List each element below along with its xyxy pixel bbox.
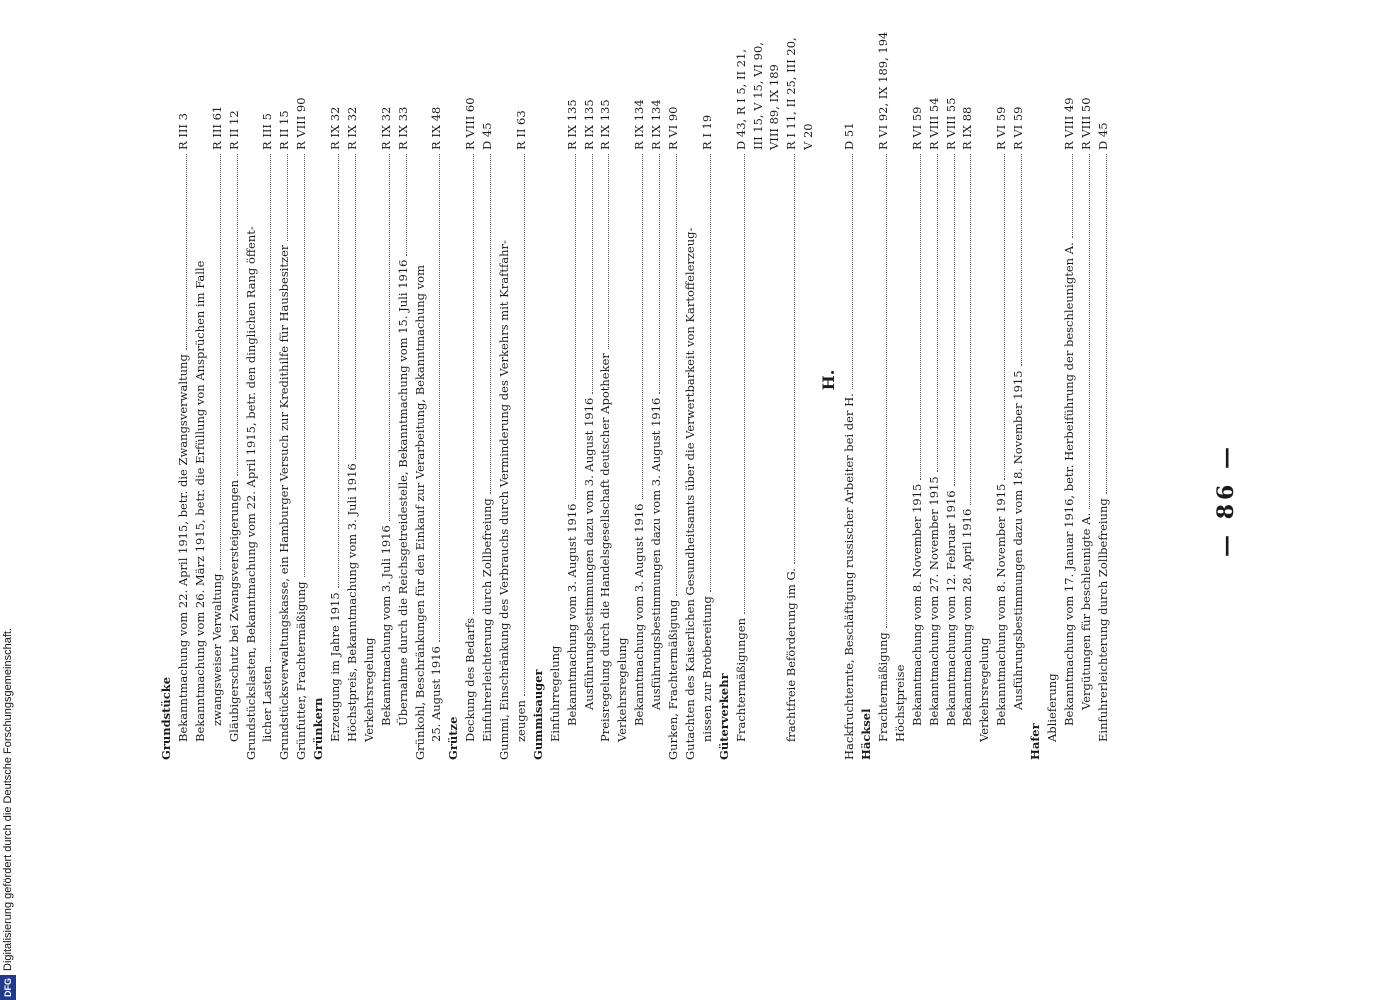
entry-text: Ablieferung: [1044, 673, 1059, 742]
index-entry: [993, 0, 1009, 760]
entry-reference: R III 5: [260, 113, 275, 150]
entry-reference: R I 19: [699, 114, 714, 150]
entry-text: Grundstücksverwaltungskasse, ein Hamburger Versuch zur Kredithilfe für Hausbesitzer: [277, 244, 292, 760]
entry-text: Bekanntmachung vom 27. November 1915: [926, 476, 941, 726]
entry-reference: R IX 32: [344, 106, 359, 150]
leader-dots: [355, 154, 356, 459]
index-entry: [462, 0, 478, 760]
leader-dots: [794, 154, 795, 564]
entry-text: Gummisauger: [530, 669, 545, 760]
index-entry: [412, 0, 428, 760]
entry-reference: R II 15: [277, 110, 292, 150]
index-entry: [682, 0, 698, 760]
entry-text: Bekanntmachung vom 26. März 1915, betr. die Erfüllung von Ansprüchen im Falle: [192, 260, 207, 742]
entry-text: Frachtermäßigungen: [733, 618, 748, 742]
entry-text: 25. August 1916: [429, 646, 444, 742]
entry-text: zeugen: [513, 700, 528, 742]
leader-dots: [676, 154, 677, 596]
entry-text: Bekanntmachung vom 8. November 1915: [909, 483, 924, 726]
index-entry: [564, 0, 580, 760]
entry-reference: R IX 32: [378, 106, 393, 150]
entry-text: Bekanntmachung vom 3. August 1916: [564, 503, 579, 726]
leader-dots: [937, 154, 938, 472]
index-entry: [513, 0, 529, 760]
index-entry: [327, 0, 343, 760]
index-entry: [445, 0, 461, 760]
entry-text: Preisregelung durch die Handelsgesellschaft deutscher Apotheker: [598, 353, 613, 742]
index-entry: [175, 0, 191, 760]
leader-dots: [1106, 154, 1107, 494]
dfg-logo: DFG: [0, 975, 16, 1000]
entry-text: Häcksel: [859, 708, 873, 760]
entry-text: Hackfruchternte, Beschäftigung russischer Arbeiter bei der H.: [842, 393, 857, 760]
index-entry: [259, 0, 275, 760]
index-entry: [1095, 0, 1111, 760]
entry-text: frachtfreie Beförderung im G.: [784, 568, 799, 742]
leader-dots: [710, 154, 711, 592]
entry-reference: R VIII 55: [943, 97, 958, 150]
index-entry: [699, 0, 715, 760]
index-entry: [395, 0, 411, 760]
leader-dots: [186, 154, 187, 350]
leader-dots: [642, 154, 643, 500]
entry-reference: R III 3: [175, 113, 190, 150]
index-entry: [1061, 0, 1077, 760]
entry-text: Einfuhrerleichterung durch Zollbefreiung: [1095, 498, 1110, 742]
leader-dots: [1004, 154, 1005, 480]
entry-text: Bekanntmachung vom 12. Februar 1916: [943, 490, 958, 726]
leader-dots: [575, 154, 576, 500]
leader-dots: [1072, 154, 1073, 238]
index-entry: [665, 0, 681, 760]
entry-reference: R VI 90: [666, 106, 680, 150]
index-entry: [310, 0, 326, 760]
index-entry: [631, 0, 647, 760]
entry-text: Frachtermäßigung: [875, 632, 890, 742]
entry-text: zwangsweiser Verwaltung: [209, 573, 224, 726]
entry-reference: R II 12: [226, 110, 241, 150]
entry-reference: D 45: [1095, 122, 1110, 150]
index-entry: [344, 0, 360, 760]
entry-text: Hafer: [1028, 723, 1042, 760]
entry-text: Bekanntmachung vom 8. November 1915: [994, 483, 1009, 726]
leader-dots: [592, 154, 593, 394]
index-entry: [378, 0, 394, 760]
leader-dots: [954, 154, 955, 486]
leader-dots: [852, 154, 853, 389]
entry-text: Übernahme durch die Reichsgetreidestelle, Bekanntmachung vom 15. Juli 1916: [395, 259, 410, 726]
entry-reference: R VIII 50: [1078, 97, 1093, 150]
leader-dots: [608, 154, 609, 349]
footer: [0, 0, 16, 1000]
entry-text: Vergütungen für beschleunigte A.: [1078, 512, 1093, 710]
leader-dots: [237, 154, 238, 476]
index-entry: [597, 0, 613, 760]
index-entry: [496, 0, 512, 760]
index-entry: [1027, 0, 1043, 760]
leader-dots: [920, 154, 921, 480]
index-entry: [750, 0, 766, 760]
entry-reference: R III 61: [209, 105, 224, 150]
footer-rotated: [0, 0, 16, 1000]
index-entry: [361, 0, 377, 760]
index-entry: [733, 0, 749, 760]
index-entry: [926, 0, 942, 760]
entry-text: Gummi, Einschränkung des Verbrauchs durch Verminderung des Verkehrs mit Kraftfahr-: [497, 240, 511, 760]
entry-reference: R VIII 90: [294, 97, 309, 150]
entry-text: Grünkern: [311, 697, 326, 760]
entry-text: Grundstücke: [159, 676, 173, 760]
leader-dots: [886, 154, 887, 628]
entry-text: Gurken, Frachtermäßigung: [666, 599, 680, 760]
index-entries: [138, 0, 1198, 760]
entry-reference: R VIII 60: [463, 97, 478, 150]
entry-reference: D 43, R I 5, II 21,: [733, 49, 748, 150]
entry-text: Bekanntmachung vom 3. August 1916: [632, 503, 647, 726]
entry-text: Bekanntmachung vom 28. April 1916: [960, 508, 975, 726]
index-entry: [581, 0, 597, 760]
entry-reference: R IX 32: [328, 106, 342, 150]
entry-reference: R VI 59: [994, 106, 1009, 150]
leader-dots: [338, 154, 339, 588]
entry-text: nissen zur Brotbereitung: [699, 596, 714, 742]
entry-text: Gutachten des Kaiserlichen Gesundheitsamts über die Verwertbarkeit von Kartoffelerzeug-: [682, 227, 697, 760]
entry-text: Höchstpreise: [892, 664, 907, 742]
leader-dots: [287, 154, 288, 241]
index-entry: [976, 0, 992, 760]
entry-text: Ausführungsbestimmungen dazu vom 3. August 1916: [649, 397, 664, 710]
leader-dots: [439, 154, 440, 642]
entry-text: Grünkohl, Beschränkungen für den Einkauf zur Verarbeitung, Bekanntmachung vom: [412, 265, 427, 760]
index-entry: [1044, 0, 1060, 760]
entry-reference: R IX 134: [632, 99, 647, 150]
index-entry: [293, 0, 309, 760]
leader-dots: [490, 154, 491, 494]
entry-text: Grundstückslasten, Bekanntmachung vom 22. April 1915, betr. den dinglichen Rang öffent-: [243, 226, 258, 760]
entry-text: Gläubigerschutz bei Zwangsversteigerungen: [226, 479, 241, 742]
index-entry: [943, 0, 959, 760]
leader-dots: [744, 154, 745, 614]
index-entry: [158, 0, 174, 760]
index-entry: [1078, 0, 1094, 760]
entry-reference: R IX 135: [598, 99, 613, 150]
entry-reference: R IX 48: [429, 106, 444, 150]
entry-text: Bekanntmachung vom 3. Juli 1916: [378, 525, 393, 726]
index-entry: [716, 0, 732, 760]
entry-text: Deckung des Bedarfs: [463, 617, 478, 742]
index-entry: [648, 0, 664, 760]
entry-text: Verkehrsregelung: [615, 637, 630, 742]
index-entry: [800, 0, 816, 760]
index-entry: [841, 0, 857, 760]
entry-text: licher Lasten: [260, 665, 275, 742]
leader-dots: [524, 154, 525, 696]
index-entry: [479, 0, 495, 760]
entry-reference: R VI 92, IX 189, 194: [875, 31, 890, 150]
entry-reference: R VIII 49: [1061, 97, 1076, 150]
leader-dots: [270, 154, 271, 662]
entry-reference: R IX 88: [960, 106, 975, 150]
index-entry: [783, 0, 799, 760]
rotated-page: [138, 0, 1248, 1000]
entry-reference: R VI 59: [909, 106, 924, 150]
entry-text: Güterverkehr: [716, 673, 731, 760]
page-number: — 86 —: [1213, 443, 1239, 557]
index-entry: [276, 0, 292, 760]
leader-dots: [659, 154, 660, 394]
entry-reference: R II 63: [513, 110, 528, 150]
index-entry: [875, 0, 891, 760]
entry-reference: V 20: [801, 123, 816, 150]
index-entry: [892, 0, 908, 760]
index-entry: [909, 0, 925, 760]
entry-text: Grünfutter, Frachtermäßigung: [294, 581, 309, 760]
index-entry: [428, 0, 444, 760]
entry-text: Höchstpreis, Bekanntmachung vom 3. Juli 1916: [344, 463, 359, 742]
index-entry: [192, 0, 208, 760]
entry-text: Bekanntmachung vom 17. Januar 1916, betr. Herbeiführung der beschleunigten A.: [1061, 242, 1076, 726]
entry-text: Ausführungsbestimmungen dazu vom 3. August 1916: [581, 397, 596, 710]
entry-reference: R IX 134: [649, 99, 664, 150]
index-entry: [1010, 0, 1026, 760]
index-entry: [959, 0, 975, 760]
leader-dots: [406, 154, 407, 256]
entry-text: Bekanntmachung vom 22. April 1915, betr. die Zwangsverwaltung: [175, 354, 190, 742]
index-entry: [243, 0, 259, 760]
entry-text: Verkehrsregelung: [361, 637, 376, 742]
index-entry: [858, 0, 874, 760]
leader-dots: [1089, 154, 1090, 509]
entry-text: Grütze: [446, 716, 461, 760]
index-entry: [766, 0, 782, 760]
entry-reference: VIII 89, IX 189: [767, 64, 782, 150]
entry-reference: R IX 135: [581, 99, 596, 150]
entry-reference: R VI 59: [1011, 106, 1026, 150]
index-entry: [530, 0, 546, 760]
index-entry: [226, 0, 242, 760]
entry-text: Verkehrsregelung: [977, 637, 992, 742]
entry-reference: D 45: [480, 122, 495, 150]
index-entry: [547, 0, 563, 760]
index-entry: [614, 0, 630, 760]
footer-text: Digitalisierung gefördert durch die Deutsche Forschungsgemeinschaft.: [2, 627, 14, 971]
entry-reference: R IX 135: [564, 99, 579, 150]
section-letter: H.: [819, 369, 839, 391]
entry-text: Ausführungsbestimmungen dazu vom 18. November 1915: [1011, 370, 1026, 710]
leader-dots: [304, 154, 305, 577]
entry-reference: R I 11, II 25, III 20,: [784, 37, 799, 150]
leader-dots: [473, 154, 474, 614]
entry-reference: III 15, V 15, VI 90,: [750, 42, 765, 150]
index-entry: [209, 0, 225, 760]
leader-dots: [220, 154, 221, 570]
entry-reference: R VIII 54: [926, 97, 941, 150]
entry-text: Erzeugung im Jahre 1915: [328, 592, 342, 742]
entry-reference: D 51: [842, 122, 857, 150]
leader-dots: [1021, 154, 1022, 366]
leader-dots: [389, 154, 390, 521]
leader-dots: [970, 154, 971, 505]
entry-text: Einfuhrerleichterung durch Zollbefreiung: [480, 498, 495, 742]
entry-reference: R IX 33: [395, 106, 410, 150]
entry-text: Einfuhrregelung: [547, 645, 562, 742]
